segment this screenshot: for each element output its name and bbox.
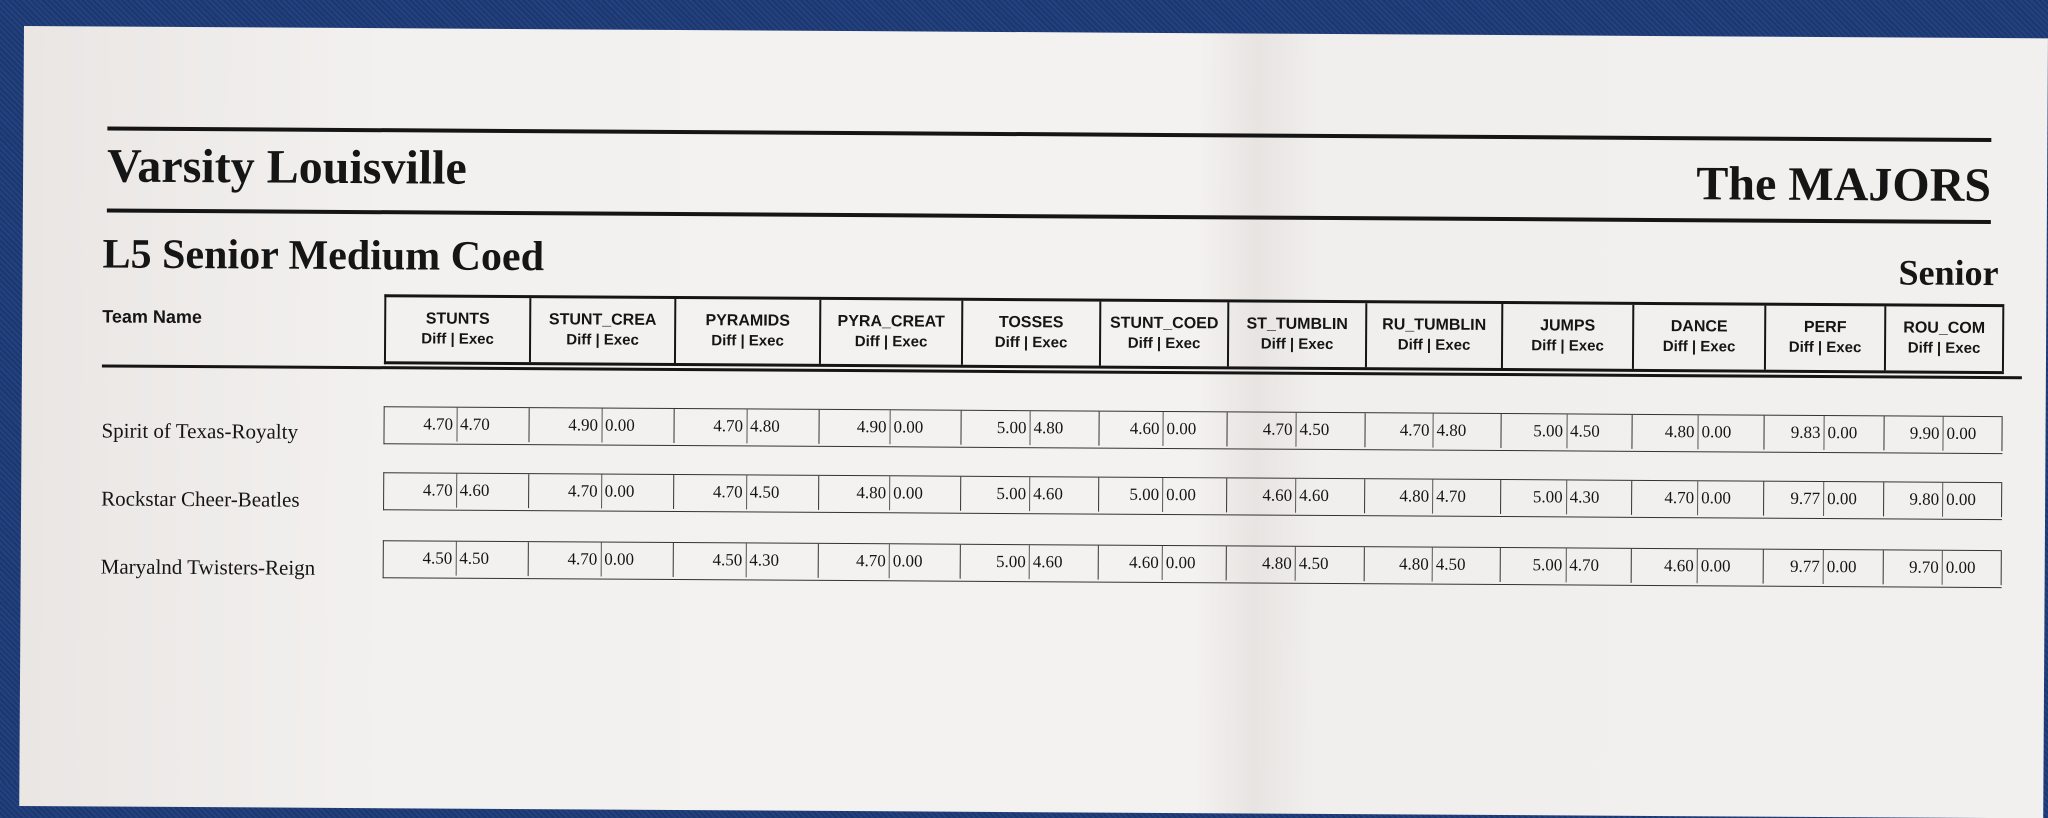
diff-score: 5.00 — [1501, 414, 1567, 448]
column-header-label: RU_TUMBLIN — [1382, 316, 1487, 334]
exec-score: 0.00 — [1945, 557, 1976, 577]
diff-score: 4.70 — [674, 409, 747, 443]
diff-score: 5.00 — [961, 477, 1030, 511]
column-header — [821, 300, 963, 365]
exec-score: 4.60 — [1032, 552, 1063, 572]
exec-score: 0.00 — [892, 551, 923, 571]
exec-score: 0.00 — [1946, 423, 1977, 443]
exec-score: 4.70 — [1569, 555, 1600, 575]
score-cell — [1365, 547, 1501, 582]
column-header-label: PERF — [1803, 318, 1847, 337]
column-header-label: STUNT_COED — [1109, 314, 1219, 333]
exec-score: 0.00 — [604, 549, 635, 569]
diff-score: 4.60 — [1227, 478, 1296, 512]
column-header-label: JUMPS — [1540, 317, 1596, 335]
score-cell — [819, 410, 961, 445]
exec-score: 0.00 — [1827, 423, 1858, 443]
exec-score: 4.80 — [750, 416, 780, 436]
division-title: L5 Senior Medium Coed — [102, 231, 545, 281]
table-row — [383, 406, 2002, 454]
exec-score: 0.00 — [604, 481, 635, 501]
exec-score: 4.50 — [1569, 421, 1600, 441]
column-header — [676, 299, 821, 364]
diff-score: 4.80 — [1632, 415, 1698, 449]
score-cell — [1764, 482, 1884, 517]
exec-score: 0.00 — [1701, 488, 1731, 508]
exec-score: 4.50 — [1435, 554, 1466, 574]
score-cell — [1632, 481, 1764, 516]
column-header-label: ST_TUMBLIN — [1246, 315, 1348, 334]
exec-score: 4.50 — [1298, 553, 1329, 573]
score-cell — [529, 474, 674, 509]
diff-score: 5.00 — [1501, 480, 1567, 514]
column-header — [1503, 304, 1634, 369]
diff-score: 9.80 — [1884, 482, 1943, 516]
score-cell — [819, 476, 961, 511]
score-cell — [1501, 480, 1632, 515]
column-subheader: Diff | Exec — [421, 330, 494, 348]
score-cell — [1884, 482, 2002, 517]
column-subheader: Diff | Exec — [1260, 335, 1334, 354]
diff-score: 9.77 — [1764, 482, 1824, 516]
exec-score: 4.60 — [459, 480, 490, 500]
diff-score: 4.70 — [529, 542, 602, 576]
exec-score: 4.30 — [749, 550, 780, 570]
column-subheader: Diff | Exec — [1397, 336, 1471, 354]
column-subheader: Diff | Exec — [1788, 338, 1862, 357]
column-header — [963, 301, 1101, 366]
score-cell — [1099, 546, 1227, 581]
diff-score: 4.90 — [529, 408, 602, 442]
column-header-label: ROU_COM — [1903, 319, 1986, 337]
exec-score: 0.00 — [893, 417, 924, 437]
team-name: Rockstar Cheer-Beatles — [101, 486, 300, 512]
exec-score: 4.70 — [1436, 486, 1466, 506]
exec-score: 4.30 — [1569, 487, 1600, 507]
level-label: Senior — [1898, 252, 1999, 294]
score-cell — [1501, 414, 1632, 449]
exec-score: 4.80 — [1033, 418, 1064, 438]
diff-score: 4.70 — [674, 475, 747, 509]
diff-score: 4.60 — [1099, 412, 1163, 446]
score-cell — [674, 543, 819, 578]
diff-score: 4.80 — [1365, 479, 1433, 513]
score-cell — [1884, 550, 2002, 585]
column-subheader: Diff | Exec — [854, 333, 928, 351]
score-cell — [384, 541, 529, 576]
diff-score: 4.50 — [674, 543, 747, 577]
score-cell — [1365, 413, 1501, 448]
score-cell — [1764, 550, 1884, 585]
competition-title: The MAJORS — [1696, 157, 1992, 213]
diff-score: 5.00 — [1501, 548, 1567, 582]
score-cell — [1632, 549, 1764, 584]
score-cell — [1227, 546, 1365, 581]
score-cell — [1099, 478, 1227, 513]
column-header — [1101, 302, 1229, 367]
score-cell — [1227, 478, 1365, 513]
column-subheader: Diff | Exec — [711, 332, 784, 350]
exec-score: 0.00 — [1700, 556, 1731, 576]
exec-score: 0.00 — [605, 415, 635, 435]
column-subheader: Diff | Exec — [994, 333, 1068, 352]
diff-score: 5.00 — [961, 411, 1030, 445]
diff-score: 9.77 — [1764, 550, 1824, 584]
diff-score: 4.60 — [1099, 546, 1163, 580]
diff-score: 4.70 — [1365, 413, 1433, 447]
diff-score: 4.80 — [1365, 547, 1433, 581]
column-header — [386, 297, 531, 362]
exec-score: 0.00 — [1827, 489, 1857, 509]
column-header — [1229, 302, 1367, 367]
diff-score: 4.90 — [819, 410, 890, 444]
diff-score: 4.70 — [1227, 412, 1296, 446]
exec-score: 4.50 — [749, 482, 780, 502]
column-header — [531, 298, 676, 363]
column-subheader: Diff | Exec — [1127, 334, 1201, 353]
column-header-row — [384, 294, 2004, 374]
score-cell — [1501, 548, 1632, 583]
column-header-label: PYRAMIDS — [705, 312, 790, 330]
exec-score: 0.00 — [893, 483, 923, 503]
column-subheader: Diff | Exec — [1662, 338, 1736, 356]
exec-score: 0.00 — [1701, 422, 1732, 442]
diff-score: 9.70 — [1884, 550, 1943, 584]
table-row — [383, 540, 2002, 588]
team-name: Spirit of Texas-Royalty — [101, 418, 299, 444]
column-header-label: DANCE — [1670, 318, 1728, 336]
diff-score: 4.70 — [384, 473, 457, 507]
exec-score: 4.60 — [1033, 484, 1063, 504]
diff-score: 4.70 — [819, 544, 890, 578]
diff-score: 4.80 — [819, 476, 890, 510]
diff-score: 9.83 — [1764, 416, 1824, 450]
column-header-label: TOSSES — [998, 313, 1064, 332]
exec-score: 4.70 — [460, 414, 490, 434]
diff-score: 4.70 — [384, 407, 457, 441]
diff-score: 5.00 — [1099, 478, 1163, 512]
column-header — [1634, 305, 1766, 370]
score-cell — [674, 409, 819, 444]
column-subheader: Diff | Exec — [1531, 337, 1604, 355]
table-row — [383, 472, 2002, 520]
column-header-label: PYRA_CREAT — [837, 312, 945, 331]
exec-score: 4.60 — [1299, 485, 1329, 505]
exec-score: 0.00 — [1165, 552, 1196, 573]
column-subheader: Diff | Exec — [566, 331, 639, 349]
diff-score: 9.90 — [1884, 416, 1943, 450]
score-cell — [1365, 479, 1501, 514]
score-sheet — [19, 26, 2048, 818]
exec-score: 0.00 — [1826, 557, 1857, 577]
exec-score: 4.80 — [1436, 420, 1467, 440]
column-subheader: Diff | Exec — [1907, 339, 1981, 357]
team-name: Maryalnd Twisters-Reign — [100, 554, 316, 580]
column-header — [1367, 303, 1503, 368]
exec-score: 0.00 — [1166, 418, 1197, 439]
score-cell — [384, 407, 529, 442]
diff-score: 4.70 — [1632, 481, 1698, 515]
score-cell — [961, 411, 1099, 446]
exec-score: 4.50 — [459, 548, 490, 568]
diff-score: 4.70 — [529, 474, 602, 508]
diff-score: 4.50 — [384, 541, 457, 575]
column-header-label: STUNTS — [425, 310, 490, 328]
exec-score: 0.00 — [1946, 489, 1976, 509]
team-name-header: Team Name — [102, 306, 203, 328]
column-header — [1886, 306, 2004, 371]
score-cell — [819, 544, 961, 579]
score-cell — [384, 473, 529, 508]
diff-score: 5.00 — [961, 545, 1030, 579]
score-cell — [529, 408, 674, 443]
event-title: Varsity Louisville — [106, 139, 467, 195]
column-header-label: STUNT_CREA — [548, 311, 657, 329]
score-cell — [1764, 416, 1884, 451]
exec-score: 0.00 — [1166, 484, 1196, 505]
score-cell — [961, 545, 1099, 580]
column-header — [1766, 306, 1886, 371]
diff-score: 4.80 — [1227, 546, 1296, 580]
score-cell — [1227, 412, 1365, 447]
score-cell — [1632, 415, 1764, 450]
score-cell — [529, 542, 674, 577]
score-cell — [961, 477, 1099, 512]
score-cell — [1884, 416, 2002, 451]
exec-score: 4.50 — [1299, 419, 1330, 439]
score-cell — [1099, 412, 1227, 447]
score-cell — [674, 475, 819, 510]
diff-score: 4.60 — [1632, 549, 1698, 583]
